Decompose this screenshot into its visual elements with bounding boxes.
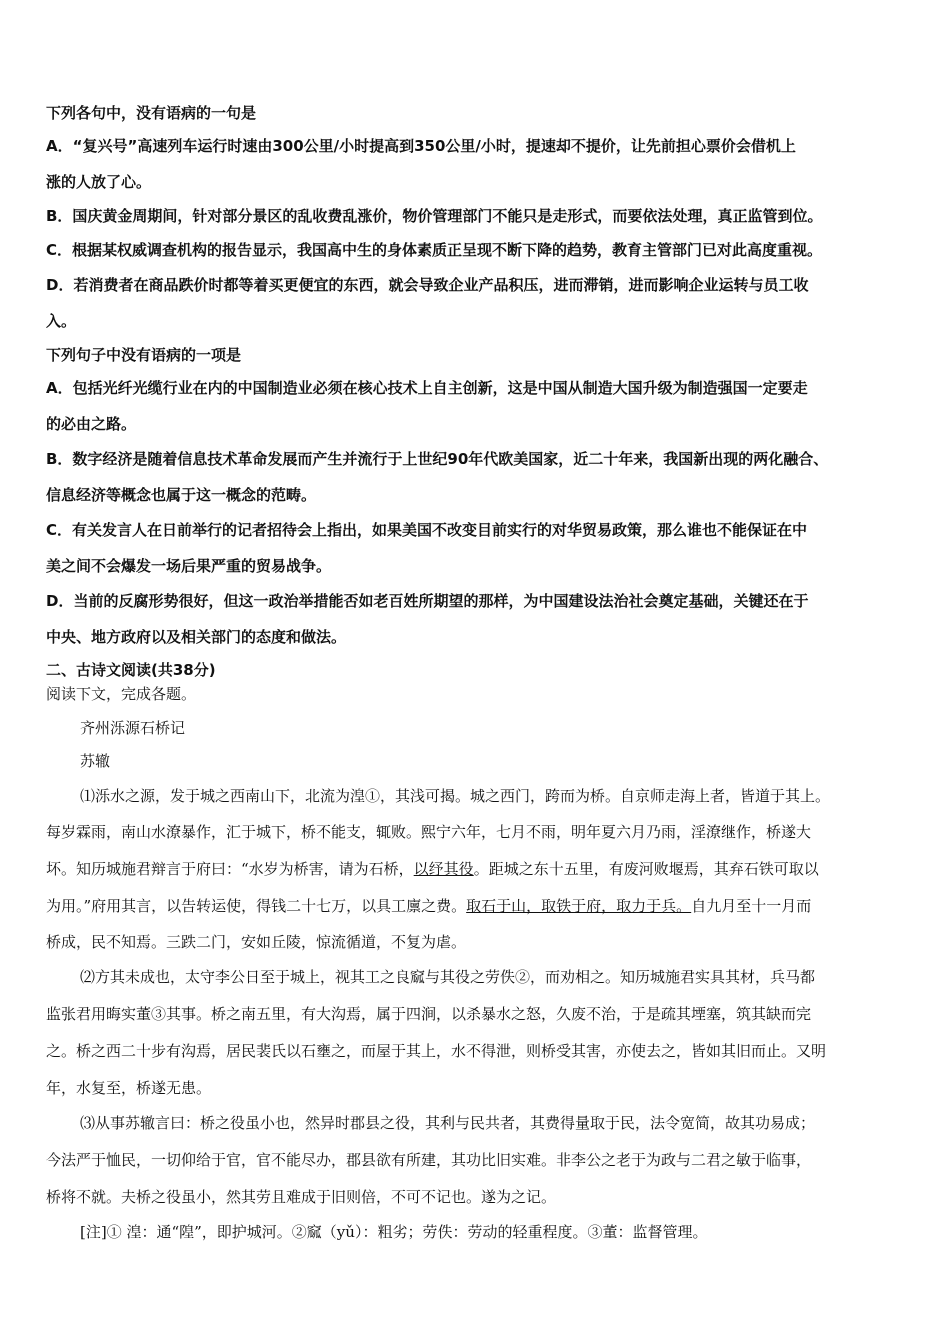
paragraph-2-line-4: 年，水复至，桥遂无患。 (46, 1079, 212, 1097)
question-2-stem: 下列句子中没有语病的一项是 (46, 346, 242, 364)
passage-author: 苏辙 (80, 752, 111, 770)
section-heading: 二、古诗文阅读(共38分) (46, 661, 216, 679)
question-1-option-b: B．国庆黄金周期间，针对部分景区的乱收费乱涨价，物价管理部门不能只是走形式，而要依法处理，真正监管到位。 (46, 207, 823, 225)
paragraph-3-line-1: ⑶从事苏辙言曰：桥之役虽小也，然异时郡县之役，其利与民共者，其费得量取于民，法令宽简，故其功易成； (80, 1114, 816, 1132)
paragraph-3-line-3: 桥将不就。夫桥之役虽小，然其劳且难成于旧则倍，不可不记也。遂为之记。 (46, 1188, 557, 1206)
question-2-option-b-cont: 信息经济等概念也属于这一概念的范畴。 (46, 486, 317, 504)
underlined-phrase-2: 取石于山，取铁于府，取力于兵。 (466, 897, 692, 915)
question-1-option-c: C．根据某权威调查机构的报告显示，我国高中生的身体素质正呈现不断下降的趋势，教育主管部门已对此高度重视。 (46, 241, 823, 259)
passage-title: 齐州泺源石桥记 (80, 719, 186, 737)
underlined-phrase-1: 以纾其役 (413, 860, 474, 878)
paragraph-3-line-2: 今法严于恤民，一切仰给于官，官不能尽办，郡县欲有所建，其功比旧实难。非李公之老于为政与二君之敏于临事， (46, 1151, 812, 1169)
question-2-option-b: B．数字经济是随着信息技术革命发展而产生并流行于上世纪90年代欧美国家，近二十年来，我国新出现的两化融合、 (46, 450, 829, 468)
question-2-option-c: C．有关发言人在日前举行的记者招待会上指出，如果美国不改变目前实行的对华贸易政策，那么谁也不能保证在中 (46, 521, 808, 539)
question-2-option-c-cont: 美之间不会爆发一场后果严重的贸易战争。 (46, 557, 332, 575)
paragraph-1-line-5: 桥成，民不知焉。三跌二门，安如丘陵，惊流循道，不复为虐。 (46, 933, 467, 951)
paragraph-1-line-1: ⑴泺水之源，发于城之西南山下，北流为湟①，其浅可揭。城之西门，跨而为桥。自京师走海上者，皆道于其上。 (80, 787, 831, 805)
paragraph-1-line-4-text-a: 为用。”府用其言，以告转运使，得钱二十七万，以具工廪之费。 (46, 897, 467, 915)
paragraph-1-line-3 (46, 859, 819, 879)
question-1-option-a: A．“复兴号”高速列车运行时速由300公里/小时提高到350公里/小时，提速却不提价，让先前担心票价会借机上 (46, 137, 796, 155)
question-2-option-a: A．包括光纤光缆行业在内的中国制造业必须在核心技术上自主创新，这是中国从制造大国升级为制造强国一定要走 (46, 379, 808, 397)
question-1-option-d-cont: 入。 (46, 312, 77, 330)
section-instruction: 阅读下文，完成各题。 (46, 685, 197, 703)
question-1-stem: 下列各句中，没有语病的一句是 (46, 104, 257, 122)
question-1-option-d: D．若消费者在商品跌价时都等着买更便宜的东西，就会导致企业产品积压，进而滞销，进而影响企业运转与员工收 (46, 276, 809, 294)
paragraph-1-line-3-text-a: 坏。知历城施君辩言于府曰：“水岁为桥害，请为石桥， (46, 860, 414, 878)
question-2-option-d: D．当前的反腐形势很好，但这一政治举措能否如老百姓所期望的那样，为中国建设法治社会奠定基础，关键还在于 (46, 592, 809, 610)
paragraph-2-line-3: 之。桥之西二十步有沟焉，居民裴氏以石壅之，而屋于其上，水不得泄，则桥受其害，亦使去之，皆如其旧而止。又明 (46, 1042, 827, 1060)
paragraph-2-line-2: 监张君用晦实董③其事。桥之南五里，有大沟焉，属于四涧，以杀暴水之怒，久废不治，于是疏其堙塞，筑其缺而完 (46, 1005, 812, 1023)
footnote: [注]① 湟：通“隍”，即护城河。②窳（yǔ）：粗劣；劳佚：劳动的轻重程度。③董：监督管理。 (80, 1223, 708, 1241)
question-2-option-d-cont: 中央、地方政府以及相关部门的态度和做法。 (46, 628, 347, 646)
paragraph-1-line-4-text-b: 自九月至十一月而 (691, 897, 812, 915)
paragraph-1-line-3-text-b: 。距城之东十五里，有废河败堰焉，其弃石铁可取以 (473, 860, 819, 878)
paragraph-1-line-2: 每岁霖雨，南山水潦暴作，汇于城下，桥不能支，辄败。熙宁六年，七月不雨，明年夏六月乃雨，淫潦继作，桥遂大 (46, 823, 812, 841)
paragraph-2-line-1: ⑵方其未成也，太守李公日至于城上，视其工之良窳与其役之劳佚②，而劝相之。知历城施君实具其材，兵马都 (80, 968, 816, 986)
paragraph-1-line-4 (46, 896, 811, 916)
question-1-option-a-cont: 涨的人放了心。 (46, 173, 152, 191)
question-2-option-a-cont: 的必由之路。 (46, 415, 137, 433)
